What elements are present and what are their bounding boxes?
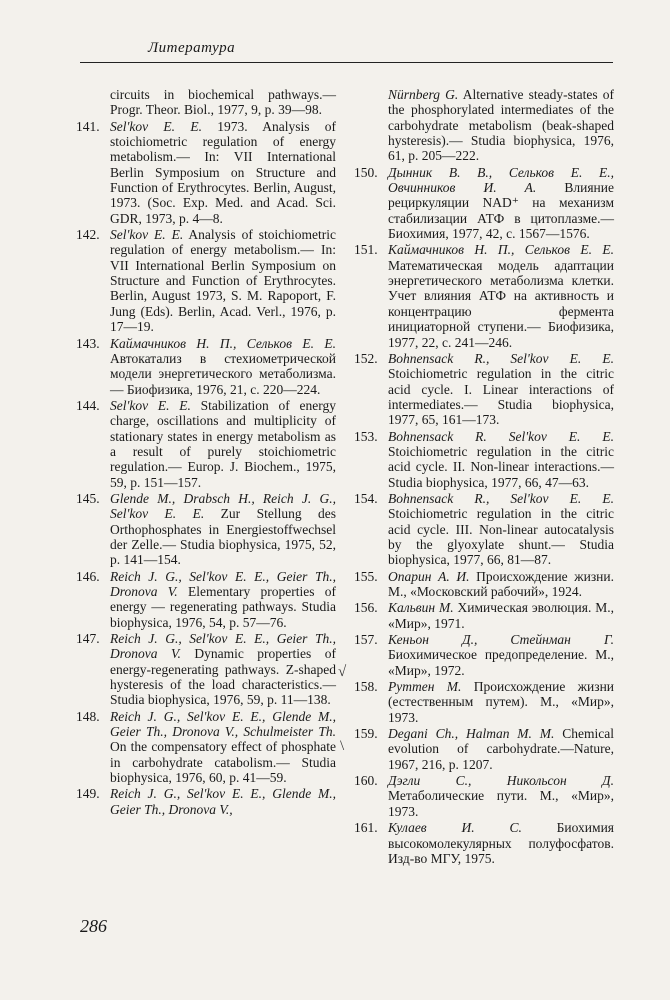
- reference-number: 153.: [354, 428, 378, 444]
- reference-entry: [354, 820, 614, 866]
- reference-entry: [354, 242, 614, 349]
- reference-entry: [76, 786, 336, 817]
- reference-entry: [354, 165, 614, 242]
- reference-number: 161.: [354, 820, 378, 836]
- reference-text: [110, 631, 336, 708]
- reference-text: [388, 600, 614, 631]
- reference-authors: Кулаев И. С.: [388, 820, 522, 836]
- reference-text: [110, 398, 336, 490]
- reference-body: Stoichiometric regulation in the citric acid cycle. I. Linear interactions of intermediates.— Studia biophysica, 1977, 65, 161—173.: [388, 366, 614, 428]
- reference-body: Влияние рециркуляции NAD⁺ на механизм стабилизации АТФ в цитоплазме.— Биохимия, 1977, 42, с. 1567—1576.: [388, 180, 614, 242]
- reference-body: circuits in biochemical pathways.— Progr. Theor. Biol., 1977, 9, p. 39—98.: [110, 87, 336, 118]
- reference-number: 154.: [354, 490, 378, 506]
- reference-entry: [354, 773, 614, 819]
- reference-number: 152.: [354, 350, 378, 366]
- header-rule: [80, 62, 613, 63]
- reference-authors: Glende M., Drabsch H., Reich J. G., Sel'kov E. E.: [110, 490, 336, 522]
- reference-body: Analysis of stoichiometric regulation of energy metabolism.— In: VII International Berlin Symposium on Structure and Function of Erythrocytes. Berlin, August 1973, S. M. Rapoport, F. Jung (Eds). Berlin, Acad. Verl., 1976, p. 17—19.: [110, 227, 336, 335]
- reference-entry: [354, 429, 614, 490]
- reference-number: 151.: [354, 242, 378, 258]
- reference-text: [388, 165, 614, 242]
- reference-authors: Опарин А. И.: [388, 568, 470, 584]
- reference-body: Метаболические пути. М., «Мир», 1973.: [388, 788, 614, 819]
- reference-text: [388, 242, 614, 349]
- reference-entry: [354, 726, 614, 772]
- reference-body: Автокатализ в стехиометрической модели энергетического метаболизма.— Биофизика, 1976, 21, с. 220—224.: [110, 350, 336, 397]
- reference-entry: [354, 679, 614, 725]
- reference-text: [388, 569, 614, 600]
- right-column: [354, 87, 614, 867]
- reference-number: 145.: [76, 490, 100, 506]
- reference-body: Математическая модель адаптации энергетического метаболизма клетки. Учет влияния АТФ на активность и концентрацию фермента инициаторной ступени.— Биофизика, 1977, 22, с. 241—246.: [388, 257, 614, 350]
- running-header: [80, 40, 615, 68]
- reference-body: Dynamic properties of energy-regenerating pathways. Z-shaped hysteresis of the load characteristics.— Studia biophysica, 1976, 59, p. 11—138.: [110, 646, 337, 708]
- reference-number: 142.: [76, 227, 100, 243]
- reference-body: Происхождение жизни (естественным путем). М., «Мир», 1973.: [388, 679, 615, 725]
- reference-body: Происхождение жизни. М., «Московский рабочий», 1924.: [388, 568, 614, 599]
- reference-text: [110, 709, 336, 786]
- reference-authors: Дынник В. В., Сельков Е. Е., Овчинников И. А.: [388, 164, 614, 196]
- reference-body: 1973. Analysis of stoichiometric regulation of energy metabolism.— In: VII International Berlin Symposium on Structure and Function of Erythrocytes. Berlin, August, 1973. (Soc. Exp. Med. and Acad. Sci. GDR, 1973, p. 4—8.: [110, 118, 337, 226]
- reference-authors: Bohnensack R., Sel'kov E. E.: [388, 350, 614, 366]
- reference-text: [110, 491, 336, 568]
- page-number: 286: [80, 916, 107, 936]
- reference-text: [388, 820, 614, 866]
- reference-entry: [76, 569, 336, 630]
- reference-text: [110, 227, 336, 334]
- reference-entry: [76, 119, 336, 226]
- reference-authors: Каймачников Н. П., Сельков Е. Е.: [388, 242, 614, 258]
- reference-text: [110, 336, 336, 397]
- reference-authors: Bohnensack R., Sel'kov E. E.: [388, 490, 614, 506]
- reference-number: 146.: [76, 568, 100, 584]
- reference-text: [110, 786, 336, 817]
- reference-text: [388, 773, 614, 819]
- reference-text: [388, 351, 614, 428]
- reference-entry: [76, 491, 336, 568]
- reference-authors: Degani Ch., Halman M. M.: [388, 726, 555, 742]
- reference-entry: [354, 632, 614, 678]
- reference-number: 160.: [354, 773, 378, 789]
- reference-authors: Руттен М.: [388, 679, 462, 695]
- reference-authors: Reich J. G., Sel'kov E. E., Glende M., Geier Th., Dronova V., Schulmeister Th.: [110, 708, 336, 740]
- reference-entry: [354, 491, 614, 568]
- reference-text: [110, 87, 336, 118]
- reference-authors: Reich J. G., Sel'kov E. E., Geier Th., Dronova V.: [110, 631, 336, 662]
- reference-authors: Bohnensack R. Sel'kov E. E.: [388, 428, 614, 444]
- reference-number: 141.: [76, 118, 100, 134]
- reference-body: Химическая эволюция. М., «Мир», 1971.: [388, 600, 615, 631]
- reference-authors: Кеньон Д., Стейнман Г.: [388, 632, 614, 648]
- reference-text: [388, 87, 614, 164]
- reference-text: [388, 429, 614, 490]
- reference-text: [388, 632, 614, 678]
- reference-number: 155.: [354, 568, 378, 584]
- reference-number: 158.: [354, 679, 378, 695]
- reference-number: 147.: [76, 631, 100, 647]
- reference-number: 159.: [354, 726, 378, 742]
- reference-number: 143.: [76, 335, 100, 351]
- reference-body: Stoichiometric regulation in the citric acid cycle. II. Non-linear interactions.— Studia biophysica, 1977, 66, 47—63.: [388, 443, 614, 490]
- reference-body: On the compensatory effect of phosphate in carbohydrate catabolism.— Studia biophysica, 1976, 60, p. 41—59.: [110, 739, 336, 786]
- reference-body: Zur Stellung des Orthophosphates in Energiestoffwechsel der Zelle.— Studia biophysica, 1975, 52, p. 141—154.: [110, 506, 337, 568]
- reference-authors: Каймачников Н. П., Сельков Е. Е.: [110, 335, 336, 351]
- margin-check-mark: √: [338, 664, 347, 680]
- reference-authors: Кальвин М.: [388, 600, 454, 616]
- margin-backslash-mark: \: [340, 738, 345, 754]
- reference-authors: Sel'kov E. E.: [110, 118, 202, 134]
- reference-body: Биохимия высокомолекулярных полуфосфатов. Изд-во МГУ, 1975.: [388, 820, 614, 866]
- reference-body: Alternative steady-states of the phosphorylated intermediates of the carbohydrate metabolism (beak-shaped hysteresis).— Studia biophysica, 1976, 61, p. 205—222.: [388, 87, 614, 164]
- reference-text: [388, 726, 614, 772]
- reference-number: 156.: [354, 600, 378, 616]
- reference-body: Stabilization of energy charge, oscillations and multiplicity of stationary states in energy metabolism as a result of purely stoichiometric regulation.— Europ. J. Biochem., 1975, 59, p. 151—157.: [110, 397, 336, 490]
- header-title: Литература: [148, 40, 236, 56]
- reference-text: [388, 679, 614, 725]
- reference-entry: [354, 351, 614, 428]
- reference-body: Chemical evolution of carbohydrate.—Nature, 1967, 216, p. 1207.: [388, 726, 614, 772]
- reference-authors: Sel'kov E. E.: [110, 227, 184, 243]
- reference-entry: [76, 631, 336, 708]
- reference-text: [110, 569, 336, 630]
- reference-number: 149.: [76, 786, 100, 802]
- left-column: [76, 87, 336, 818]
- reference-entry: [76, 87, 336, 118]
- reference-authors: Reich J. G., Sel'kov E. E., Glende M., Geier Th., Dronova V.,: [110, 786, 336, 817]
- reference-number: 157.: [354, 632, 378, 648]
- reference-authors: Reich J. G., Sel'kov E. E., Geier Th., Dronova V.: [110, 568, 336, 599]
- reference-text: [388, 491, 614, 568]
- reference-authors: Дэгли С., Никольсон Д.: [388, 773, 614, 789]
- reference-entry: [354, 87, 614, 164]
- reference-entry: [354, 569, 614, 600]
- reference-text: [110, 119, 336, 226]
- reference-entry: [354, 600, 614, 631]
- reference-number: 150.: [354, 164, 378, 180]
- reference-number: 148.: [76, 708, 100, 724]
- reference-body: Stoichiometric regulation in the citric acid cycle. III. Non-linear autocatalysis by the glyoxylate shunt.— Studia biophysica, 1977, 66, 81—87.: [388, 506, 614, 568]
- reference-authors: Sel'kov E. E.: [110, 397, 191, 413]
- reference-number: 144.: [76, 397, 100, 413]
- reference-entry: [76, 227, 336, 334]
- reference-authors: Nürnberg G.: [388, 87, 459, 102]
- reference-entry: [76, 709, 336, 786]
- reference-entry: [76, 398, 336, 490]
- reference-entry: [76, 336, 336, 397]
- reference-body: Биохимическое предопределение. М., «Мир», 1972.: [388, 647, 614, 678]
- reference-body: Elementary properties of energy — regenerating pathways. Studia biophysica, 1976, 54, p. 57—76.: [110, 584, 337, 630]
